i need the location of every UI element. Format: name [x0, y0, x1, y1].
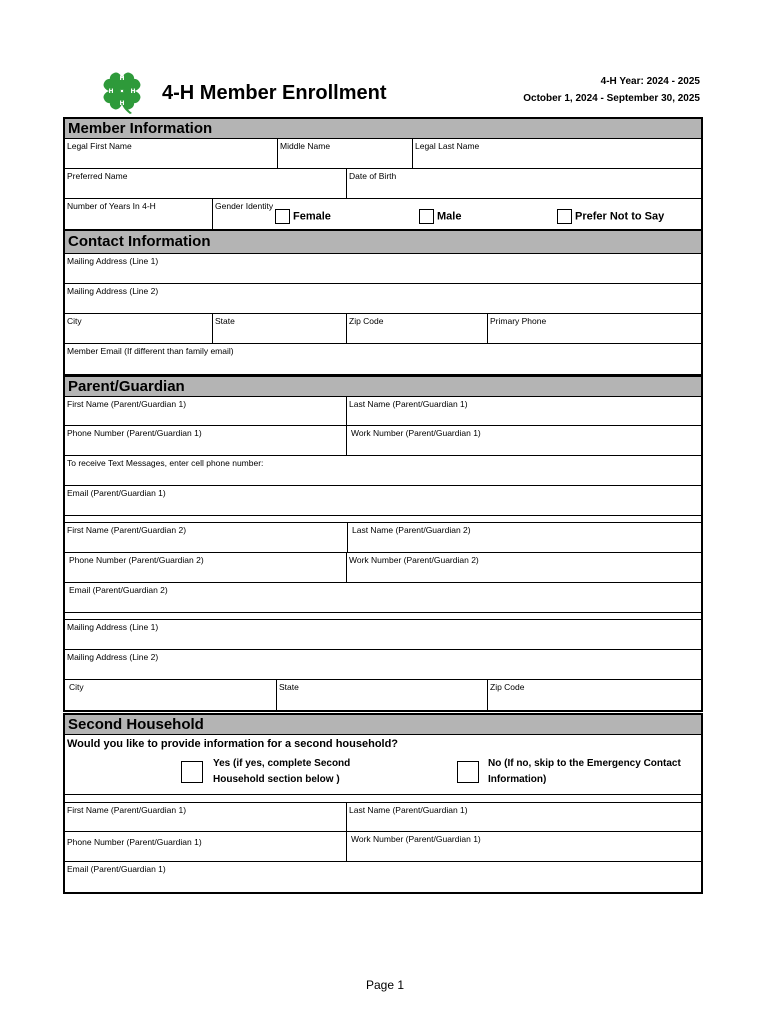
mailing-address-line2-field[interactable]: Mailing Address (Line 2) [67, 286, 159, 296]
guardian2-last-name-field[interactable]: Last Name (Parent/Guardian 2) [347, 523, 701, 552]
years-gender-row [65, 199, 701, 229]
guardian2-email-row [65, 583, 701, 613]
spacer [65, 795, 701, 803]
yes-option-label[interactable]: Yes (if yes, complete Second Household section below ) [213, 758, 351, 785]
guardian-mail-line1-row [65, 620, 701, 650]
section-heading: Member Information [65, 119, 701, 139]
guardian2-email-field[interactable]: Email (Parent/Guardian 2) [69, 585, 168, 595]
svg-text:H: H [108, 88, 114, 95]
mailing-line2-row [65, 284, 701, 314]
guardian1-name-row [65, 397, 701, 426]
second-first-name-field[interactable]: First Name (Parent/Guardian 1) [67, 805, 187, 815]
second-email-field[interactable]: Email (Parent/Guardian 1) [67, 864, 166, 874]
page-title: 4-H Member Enrollment [162, 82, 387, 104]
guardian-city-row [65, 680, 701, 710]
zip-code-field[interactable]: Zip Code [346, 314, 487, 343]
years-in-4h-field[interactable]: Number of Years In 4-H [67, 201, 156, 211]
guardian1-phone-row [65, 426, 701, 456]
guardian2-phone-row [65, 553, 701, 583]
guardian-mailing-line1-field[interactable]: Mailing Address (Line 1) [67, 622, 159, 632]
guardian-mailing-line2-field[interactable]: Mailing Address (Line 2) [67, 652, 159, 662]
second-household-section [63, 713, 703, 894]
guardian2-work-number-field[interactable]: Work Number (Parent/Guardian 2) [346, 553, 701, 582]
guardian-state-field[interactable]: State [276, 680, 487, 710]
prefer-not-option[interactable]: Prefer Not to Say [557, 209, 664, 224]
second-work-number-field[interactable]: Work Number (Parent/Guardian 1) [346, 832, 701, 861]
year-line: 4-H Year: 2024 - 2025 [600, 76, 700, 87]
program-year [523, 73, 700, 107]
no-option-label[interactable]: No (If no, skip to the Emergency Contact Information) [488, 758, 681, 785]
no-checkbox[interactable] [457, 761, 479, 783]
second-phone-row [65, 832, 701, 862]
section-heading: Contact Information [65, 231, 701, 254]
preferred-name-field[interactable]: Preferred Name [67, 171, 128, 181]
guardian1-phone-field[interactable]: Phone Number (Parent/Guardian 1) [67, 428, 202, 438]
section-heading: Second Household [65, 715, 701, 735]
gender-label: Gender Identity [215, 201, 274, 211]
member-information-section [63, 117, 703, 231]
legal-first-name-field[interactable]: Legal First Name [67, 141, 132, 151]
spacer [65, 516, 701, 523]
second-email-row [65, 862, 701, 892]
question-text: Would you like to provide information for a second household? [67, 738, 399, 750]
female-option[interactable]: Female [275, 209, 331, 224]
guardian-zip-field[interactable]: Zip Code [487, 680, 701, 710]
name-row [65, 139, 701, 169]
guardian-city-field[interactable]: City [69, 682, 84, 692]
gender-identity-group [212, 199, 701, 229]
text-message-phone-field[interactable]: To receive Text Messages, enter cell phone number: [67, 458, 264, 468]
preferred-row [65, 169, 701, 199]
svg-text:H: H [130, 88, 136, 95]
page-number: Page 1 [365, 978, 405, 992]
guardian2-name-row [65, 523, 701, 553]
second-phone-field[interactable]: Phone Number (Parent/Guardian 1) [67, 837, 202, 847]
member-email-field[interactable]: Member Email (If different than family email) [67, 346, 234, 356]
guardian1-last-name-field[interactable]: Last Name (Parent/Guardian 1) [346, 397, 701, 425]
svg-text:H: H [119, 100, 125, 107]
female-checkbox[interactable] [275, 209, 290, 224]
second-name-row [65, 803, 701, 832]
guardian2-phone-field[interactable]: Phone Number (Parent/Guardian 2) [69, 555, 204, 565]
parent-guardian-section [63, 375, 703, 712]
prefer-not-checkbox[interactable] [557, 209, 572, 224]
text-message-row [65, 456, 701, 486]
section-heading: Parent/Guardian [65, 377, 701, 397]
guardian1-email-row [65, 486, 701, 516]
date-of-birth-field[interactable]: Date of Birth [346, 169, 701, 198]
guardian1-work-number-field[interactable]: Work Number (Parent/Guardian 1) [346, 426, 701, 455]
mailing-address-line1-field[interactable]: Mailing Address (Line 1) [67, 256, 159, 266]
guardian-mail-line2-row [65, 650, 701, 680]
yes-checkbox[interactable] [181, 761, 203, 783]
second-household-question [65, 735, 701, 795]
member-email-row [65, 344, 701, 374]
four-h-clover-logo [102, 70, 142, 114]
guardian2-first-name-field[interactable]: First Name (Parent/Guardian 2) [67, 525, 187, 535]
guardian1-first-name-field[interactable]: First Name (Parent/Guardian 1) [67, 399, 187, 409]
primary-phone-field[interactable]: Primary Phone [487, 314, 701, 343]
legal-last-name-field[interactable]: Legal Last Name [412, 139, 701, 168]
date-range-line: October 1, 2024 - September 30, 2025 [523, 93, 700, 104]
svg-text:H: H [119, 75, 125, 82]
contact-information-section [63, 229, 703, 376]
male-checkbox[interactable] [419, 209, 434, 224]
city-state-row [65, 314, 701, 344]
second-last-name-field[interactable]: Last Name (Parent/Guardian 1) [346, 803, 701, 831]
guardian1-email-field[interactable]: Email (Parent/Guardian 1) [67, 488, 166, 498]
city-field[interactable]: City [67, 316, 82, 326]
mailing-line1-row [65, 254, 701, 284]
state-field[interactable]: State [212, 314, 346, 343]
middle-name-field[interactable]: Middle Name [277, 139, 412, 168]
male-option[interactable]: Male [419, 209, 461, 224]
spacer [65, 613, 701, 620]
